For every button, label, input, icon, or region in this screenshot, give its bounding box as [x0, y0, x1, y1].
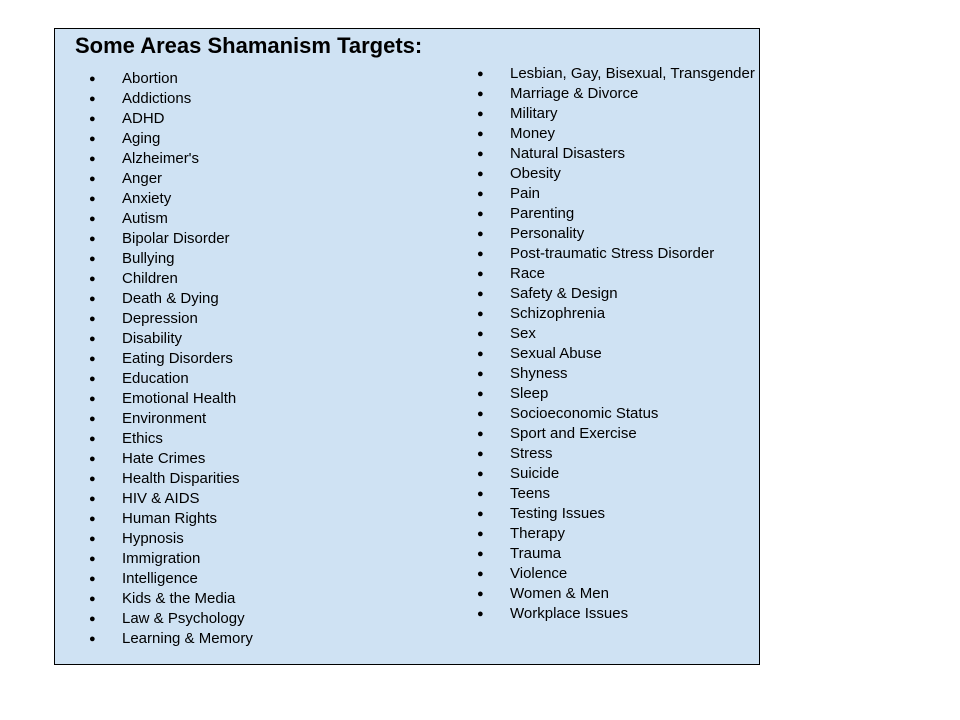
list-item-label: Teens	[510, 485, 551, 502]
box-title: Some Areas Shamanism Targets:	[75, 33, 423, 58]
list-item-label: Shyness	[510, 365, 568, 382]
list-item-label: Alzheimer's	[122, 150, 200, 167]
list-item-label: Schizophrenia	[510, 305, 606, 322]
bullet-icon: ●	[477, 348, 484, 360]
bullet-icon: ●	[89, 533, 96, 545]
list-item-label: Lesbian, Gay, Bisexual, Transgender	[510, 65, 755, 82]
list-item-label: Parenting	[510, 205, 575, 222]
bullet-icon: ●	[477, 208, 484, 220]
bullet-icon: ●	[89, 433, 96, 445]
list-item-label: Environment	[122, 410, 207, 427]
list-item-label: Safety & Design	[510, 285, 618, 302]
list-item-label: Sleep	[510, 385, 549, 402]
list-item-label: Health Disparities	[122, 470, 240, 487]
list-item-label: Sex	[510, 325, 536, 342]
bullet-icon: ●	[477, 488, 484, 500]
list-item-label: Addictions	[122, 90, 192, 107]
bullet-icon: ●	[477, 188, 484, 200]
list-item-label: Hypnosis	[122, 530, 184, 547]
list-item-label: Trauma	[510, 545, 562, 562]
bullet-icon: ●	[89, 153, 96, 165]
list-item-label: Bullying	[122, 250, 175, 267]
list-item-label: Ethics	[122, 430, 163, 447]
bullet-icon: ●	[477, 148, 484, 160]
list-item-label: Emotional Health	[122, 390, 237, 407]
list-item-label: Race	[510, 265, 546, 282]
list-item-label: Suicide	[510, 465, 560, 482]
bullet-icon: ●	[477, 308, 484, 320]
list-item-label: Pain	[510, 185, 541, 202]
list-item-label: Military	[510, 105, 558, 122]
bullet-icon: ●	[89, 633, 96, 645]
list-item-label: Immigration	[122, 550, 201, 567]
list-item-label: Death & Dying	[122, 290, 219, 307]
bullet-icon: ●	[477, 68, 484, 80]
list-item-label: Women & Men	[510, 585, 609, 602]
bullet-icon: ●	[89, 213, 96, 225]
bullet-icon: ●	[477, 428, 484, 440]
bullet-icon: ●	[89, 493, 96, 505]
list-item-label: Stress	[510, 445, 553, 462]
bullet-icon: ●	[477, 528, 484, 540]
bullet-icon: ●	[89, 173, 96, 185]
bullet-icon: ●	[89, 553, 96, 565]
list-item-label: Socioeconomic Status	[510, 405, 659, 422]
bullet-icon: ●	[89, 473, 96, 485]
list-item-label: Human Rights	[122, 510, 218, 527]
list-item-label: Disability	[122, 330, 183, 347]
bullet-icon: ●	[477, 548, 484, 560]
list-item-label: ADHD	[122, 110, 165, 127]
bullet-icon: ●	[477, 568, 484, 580]
bullet-icon: ●	[477, 248, 484, 260]
bullet-icon: ●	[89, 313, 96, 325]
list-item-label: Learning & Memory	[122, 630, 253, 647]
list-item-label: Kids & the Media	[122, 590, 236, 607]
bullet-icon: ●	[477, 108, 484, 120]
list-item-label: Children	[122, 270, 178, 287]
bullet-icon: ●	[477, 128, 484, 140]
list-item-label: Violence	[510, 565, 568, 582]
bullet-icon: ●	[89, 513, 96, 525]
list-item-label: Autism	[122, 210, 168, 227]
bullet-icon: ●	[89, 393, 96, 405]
bullet-icon: ●	[89, 353, 96, 365]
bullet-icon: ●	[89, 413, 96, 425]
bullet-icon: ●	[477, 408, 484, 420]
list-item-label: Abortion	[122, 70, 178, 87]
bullet-icon: ●	[477, 288, 484, 300]
bullet-icon: ●	[477, 368, 484, 380]
bullet-icon: ●	[89, 93, 96, 105]
list-item-label: Bipolar Disorder	[122, 230, 230, 247]
list-item-label: HIV & AIDS	[122, 490, 200, 507]
list-item-label: Anger	[122, 170, 163, 187]
list-item-label: Natural Disasters	[510, 145, 626, 162]
bullet-icon: ●	[89, 113, 96, 125]
list-item-label: Education	[122, 370, 189, 387]
list-item-label: Workplace Issues	[510, 605, 629, 622]
bullet-icon: ●	[477, 268, 484, 280]
topics-box	[54, 28, 760, 665]
bullet-icon: ●	[89, 133, 96, 145]
bullet-icon: ●	[477, 588, 484, 600]
list-item-label: Personality	[510, 225, 585, 242]
bullet-icon: ●	[477, 228, 484, 240]
bullet-icon: ●	[89, 333, 96, 345]
bullet-icon: ●	[89, 593, 96, 605]
list-item-label: Intelligence	[122, 570, 198, 587]
bullet-icon: ●	[477, 508, 484, 520]
list-item-label: Post-traumatic Stress Disorder	[510, 245, 715, 262]
list-item-label: Sport and Exercise	[510, 425, 637, 442]
bullet-icon: ●	[477, 608, 484, 620]
bullet-icon: ●	[89, 73, 96, 85]
bullet-icon: ●	[89, 373, 96, 385]
bullet-icon: ●	[89, 453, 96, 465]
list-item-label: Anxiety	[122, 190, 172, 207]
bullet-icon: ●	[89, 293, 96, 305]
bullet-icon: ●	[477, 88, 484, 100]
bullet-icon: ●	[89, 573, 96, 585]
list-item-label: Obesity	[510, 165, 561, 182]
list-item-label: Eating Disorders	[122, 350, 233, 367]
bullet-icon: ●	[89, 193, 96, 205]
bullet-icon: ●	[89, 253, 96, 265]
bullet-icon: ●	[89, 273, 96, 285]
list-item-label: Testing Issues	[510, 505, 606, 522]
list-item-label: Law & Psychology	[122, 610, 245, 627]
list-item-label: Sexual Abuse	[510, 345, 602, 362]
list-item-label: Marriage & Divorce	[510, 85, 639, 102]
list-item-label: Therapy	[510, 525, 566, 542]
list-item-label: Aging	[122, 130, 161, 147]
bullet-icon: ●	[89, 613, 96, 625]
bullet-icon: ●	[477, 448, 484, 460]
bullet-icon: ●	[477, 168, 484, 180]
bullet-icon: ●	[477, 328, 484, 340]
bullet-icon: ●	[477, 388, 484, 400]
bullet-icon: ●	[89, 233, 96, 245]
list-item-label: Hate Crimes	[122, 450, 206, 467]
list-item-label: Depression	[122, 310, 198, 327]
list-item-label: Money	[510, 125, 556, 142]
bullet-icon: ●	[477, 468, 484, 480]
